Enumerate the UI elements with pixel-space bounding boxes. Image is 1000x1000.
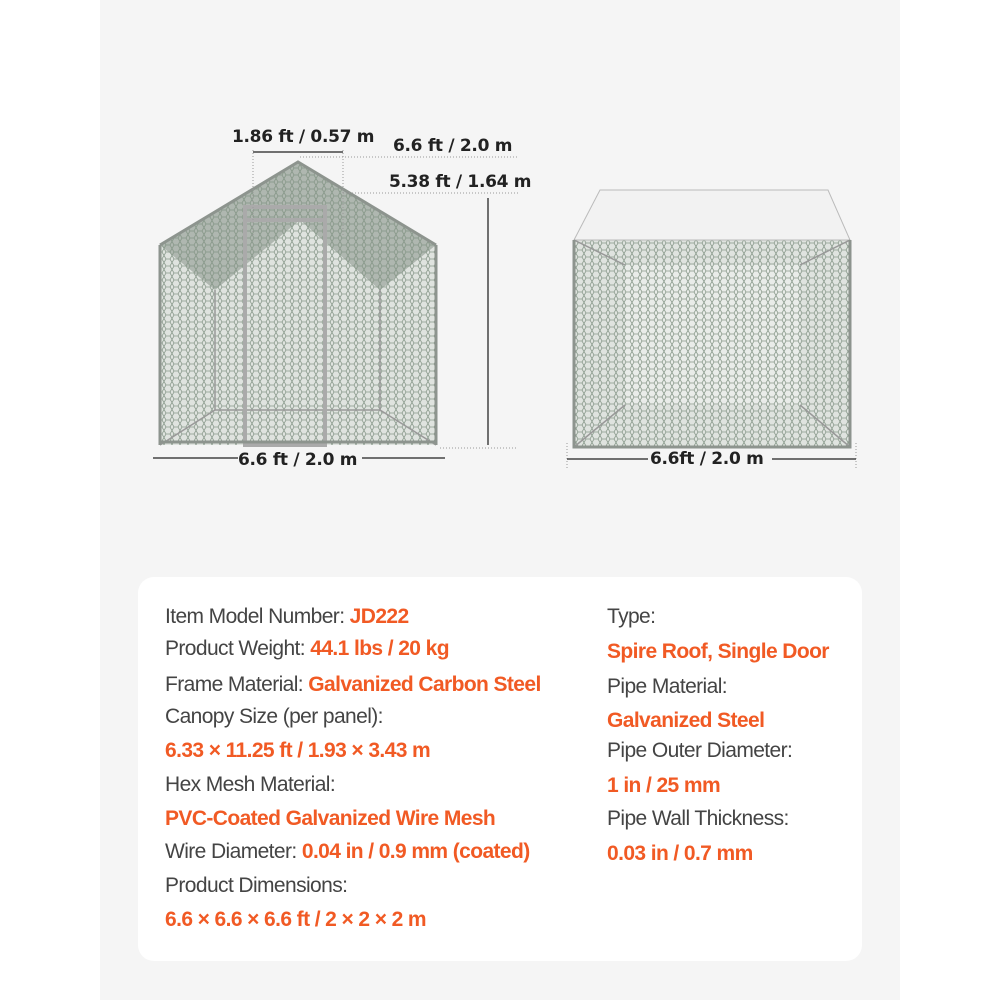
spec-type-label: Type: (607, 605, 656, 628)
front-width-label: 6.6 ft / 2.0 m (238, 450, 358, 470)
spec-mesh-label: Hex Mesh Material: (165, 773, 336, 796)
spec-value: 0.04 in / 0.9 mm (coated) (301, 840, 530, 863)
spec-frame-material (165, 673, 541, 697)
spec-model-number (165, 605, 409, 629)
spec-pipe-material-value: Galvanized Steel (607, 709, 765, 732)
total-height-label: 6.6 ft / 2.0 m (393, 136, 513, 156)
spec-pipe-diameter-label: Pipe Outer Diameter: (607, 739, 793, 762)
door-width-label: 1.86 ft / 0.57 m (232, 127, 375, 147)
spec-mesh-value: PVC-Coated Galvanized Wire Mesh (165, 807, 496, 830)
spec-wire-diameter (165, 840, 530, 864)
spec-pipe-diameter-value: 1 in / 25 mm (607, 774, 721, 797)
spec-dimensions-label: Product Dimensions: (165, 874, 348, 897)
spec-canopy-label: Canopy Size (per panel): (165, 705, 383, 728)
spec-canopy-value: 6.33 × 11.25 ft / 1.93 × 3.43 m (165, 739, 431, 762)
spec-label: Frame Material: (165, 673, 309, 696)
spec-weight (165, 637, 449, 661)
spec-label: Product Weight: (165, 637, 311, 660)
spec-label: Item Model Number: (165, 605, 350, 628)
side-height-label: 5.38 ft / 1.64 m (389, 172, 532, 192)
side-view-cage-image (560, 180, 870, 480)
specs-card (138, 577, 862, 961)
spec-value: JD222 (349, 605, 409, 628)
spec-value: 44.1 lbs / 20 kg (310, 637, 449, 660)
side-width-label: 6.6ft / 2.0 m (650, 449, 764, 469)
spec-dimensions-value: 6.6 × 6.6 × 6.6 ft / 2 × 2 × 2 m (165, 908, 426, 931)
spec-type-value: Spire Roof, Single Door (607, 640, 829, 663)
spec-value: Galvanized Carbon Steel (308, 673, 541, 696)
spec-wall-thickness-value: 0.03 in / 0.7 mm (607, 842, 753, 865)
spec-label: Wire Diameter: (165, 840, 302, 863)
spec-pipe-material-label: Pipe Material: (607, 675, 727, 698)
spec-wall-thickness-label: Pipe Wall Thickness: (607, 807, 789, 830)
